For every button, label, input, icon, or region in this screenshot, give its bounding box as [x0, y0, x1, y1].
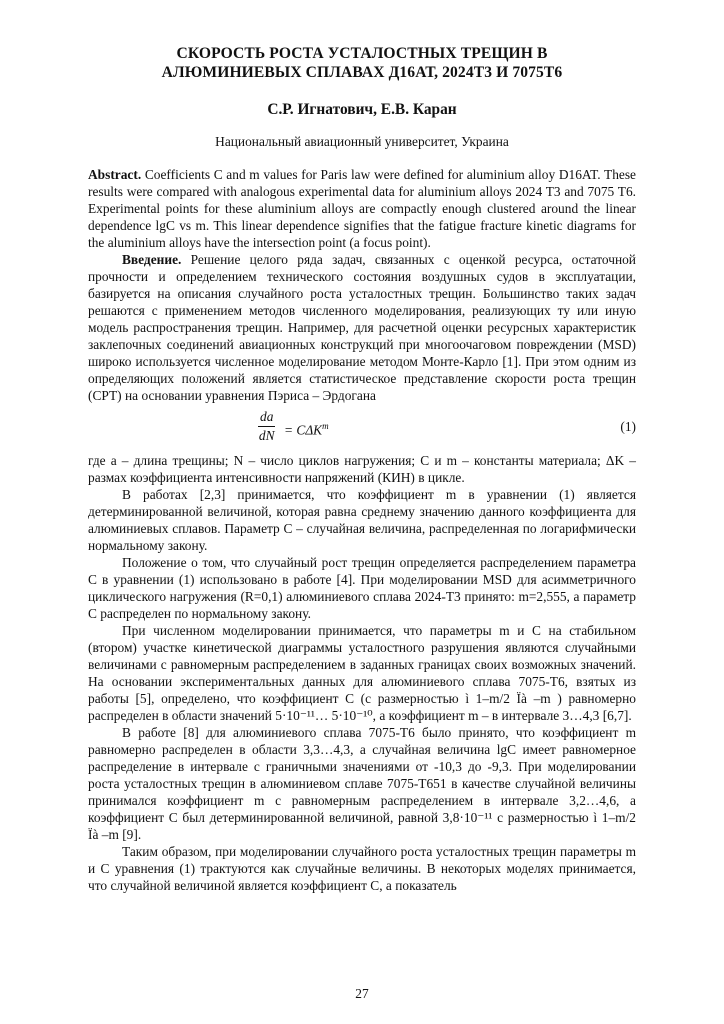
paragraph-conclusion: Таким образом, при моделировании случайного роста усталостных трещин параметры m и C уравнения (1) трактуются как случайные величины. В некоторых моделях принимается, что случайной величиной является коэффициент C, а показатель: [88, 844, 636, 893]
equation-fraction: [258, 408, 275, 445]
paragraph-work-4: Положение о том, что случайный рост трещин определяется распределением параметра C в уравнении (1) использовано в работе [4]. При моделировании MSD для асимметричного циклического нагружения (R=0,1) алюминиевого сплава 2024-T3 принято: m=2,555, а параметр C распределен по нормальному закону.: [88, 555, 636, 621]
page-number: 27: [355, 986, 369, 1001]
paris-equation: [88, 408, 636, 450]
paragraph-works-2-3: В работах [2,3] принимается, что коэффициент m в уравнении (1) является детерминированной величиной, которая равна среднему значению данного коэффициента для алюминиевых сплавов. Параметр C – случайная величина, распределенная по логарифмически нормальному закону.: [88, 487, 636, 553]
equation-number: (1): [620, 419, 636, 434]
paragraph-definitions: где a – длина трещины; N – число циклов нагружения; C и m – константы материала; ΔK – размах коэффициента интенсивности напряжений (КИН) в цикле.: [88, 453, 636, 485]
equation-exponent: m: [322, 421, 329, 431]
title-line-1: СКОРОСТЬ РОСТА УСТАЛОСТНЫХ ТРЕЩИН В: [176, 45, 548, 62]
paper-title: [88, 44, 636, 82]
equation-rhs: [284, 418, 329, 438]
paragraph-numerical-modeling: При численном моделировании принимается, что параметры m и C на стабильном (втором) участке кинетической диаграммы усталостного разрушения являются случайными величинами с равномерным распределением в заданных границах своих возможных значений. На основании экспериментальных данных для алюминиевого сплава 7075-T6, взятых из работы [5], определено, что коэффициент C (с размерностью ì 1–m/2 Ïà –m ) равномерно распределен в области значений 5·10⁻¹¹… 5·10⁻¹⁰, а коэффициент m – в интервале 3…4,3 [6,7].: [88, 623, 636, 723]
equation-denominator: dN: [258, 428, 275, 443]
abstract-text: Coefficients C and m values for Paris law were defined for aluminium alloy D16AT. These results were compared with analogous experimental data for aluminium alloys 2024 T3 and 7075 T6. Experimental points for these aluminium alloys are compactly enough clustered around the linear dependence lgC vs m. This linear dependence signifies that the fatigue fracture kinetic diagrams for the aluminium alloys have the intersection point (a focus point).: [88, 167, 636, 250]
authors: С.Р. Игнатович, Е.В. Каран: [267, 101, 457, 118]
equation-numerator: da: [258, 408, 275, 427]
introduction-label: Введение.: [122, 252, 182, 267]
introduction-paragraph: [88, 251, 636, 404]
abstract-label: Abstract.: [88, 167, 142, 182]
paragraph-work-8: В работе [8] для алюминиевого сплава 7075-T6 было принято, что коэффициент m равномерно распределен в области 3,3…4,3, а случайная величина lgC имеет равномерное распределение в интервале с граничными значениями от -10,3 до -9,3. При моделировании роста усталостных трещин в алюминиевом сплаве 7075-T651 в качестве случайной величины принимался коэффициент m с равномерным распределением в интервале 3,2…4,6, а коэффициент C был детерминированной величиной, равной 3,8·10⁻¹¹ с размерностью ì 1–m/2 Ïà –m [9].: [88, 725, 636, 842]
abstract: [88, 166, 636, 251]
equation-rhs-text: = CΔK: [284, 422, 323, 438]
introduction-text: Решение целого ряда задач, связанных с оценкой ресурса, остаточной прочности и определением технического состояния воздушных судов в эксплуатации, базируется на описания случайного роста усталостных трещин. Большинство таких задач решаются с применением методов численного моделирования, реализующих ту или иную модель распространения трещин. Например, для расчетной оценки ресурсных характеристик заклепочных соединений авиационных конструкций при многоочаговом повреждении (MSD) широко используется численное моделирование методом Монте-Карло [1]. При этом одним из определяющих положений является статистическое представление скорости роста трещин (СРТ) на основании уравнения Пэриса – Эрдогана: [88, 252, 636, 403]
title-line-2: АЛЮМИНИЕВЫХ СПЛАВАХ Д16АТ, 2024Т3 И 7075Т6: [161, 64, 563, 81]
affiliation: Национальный авиационный университет, Украина: [215, 134, 509, 149]
